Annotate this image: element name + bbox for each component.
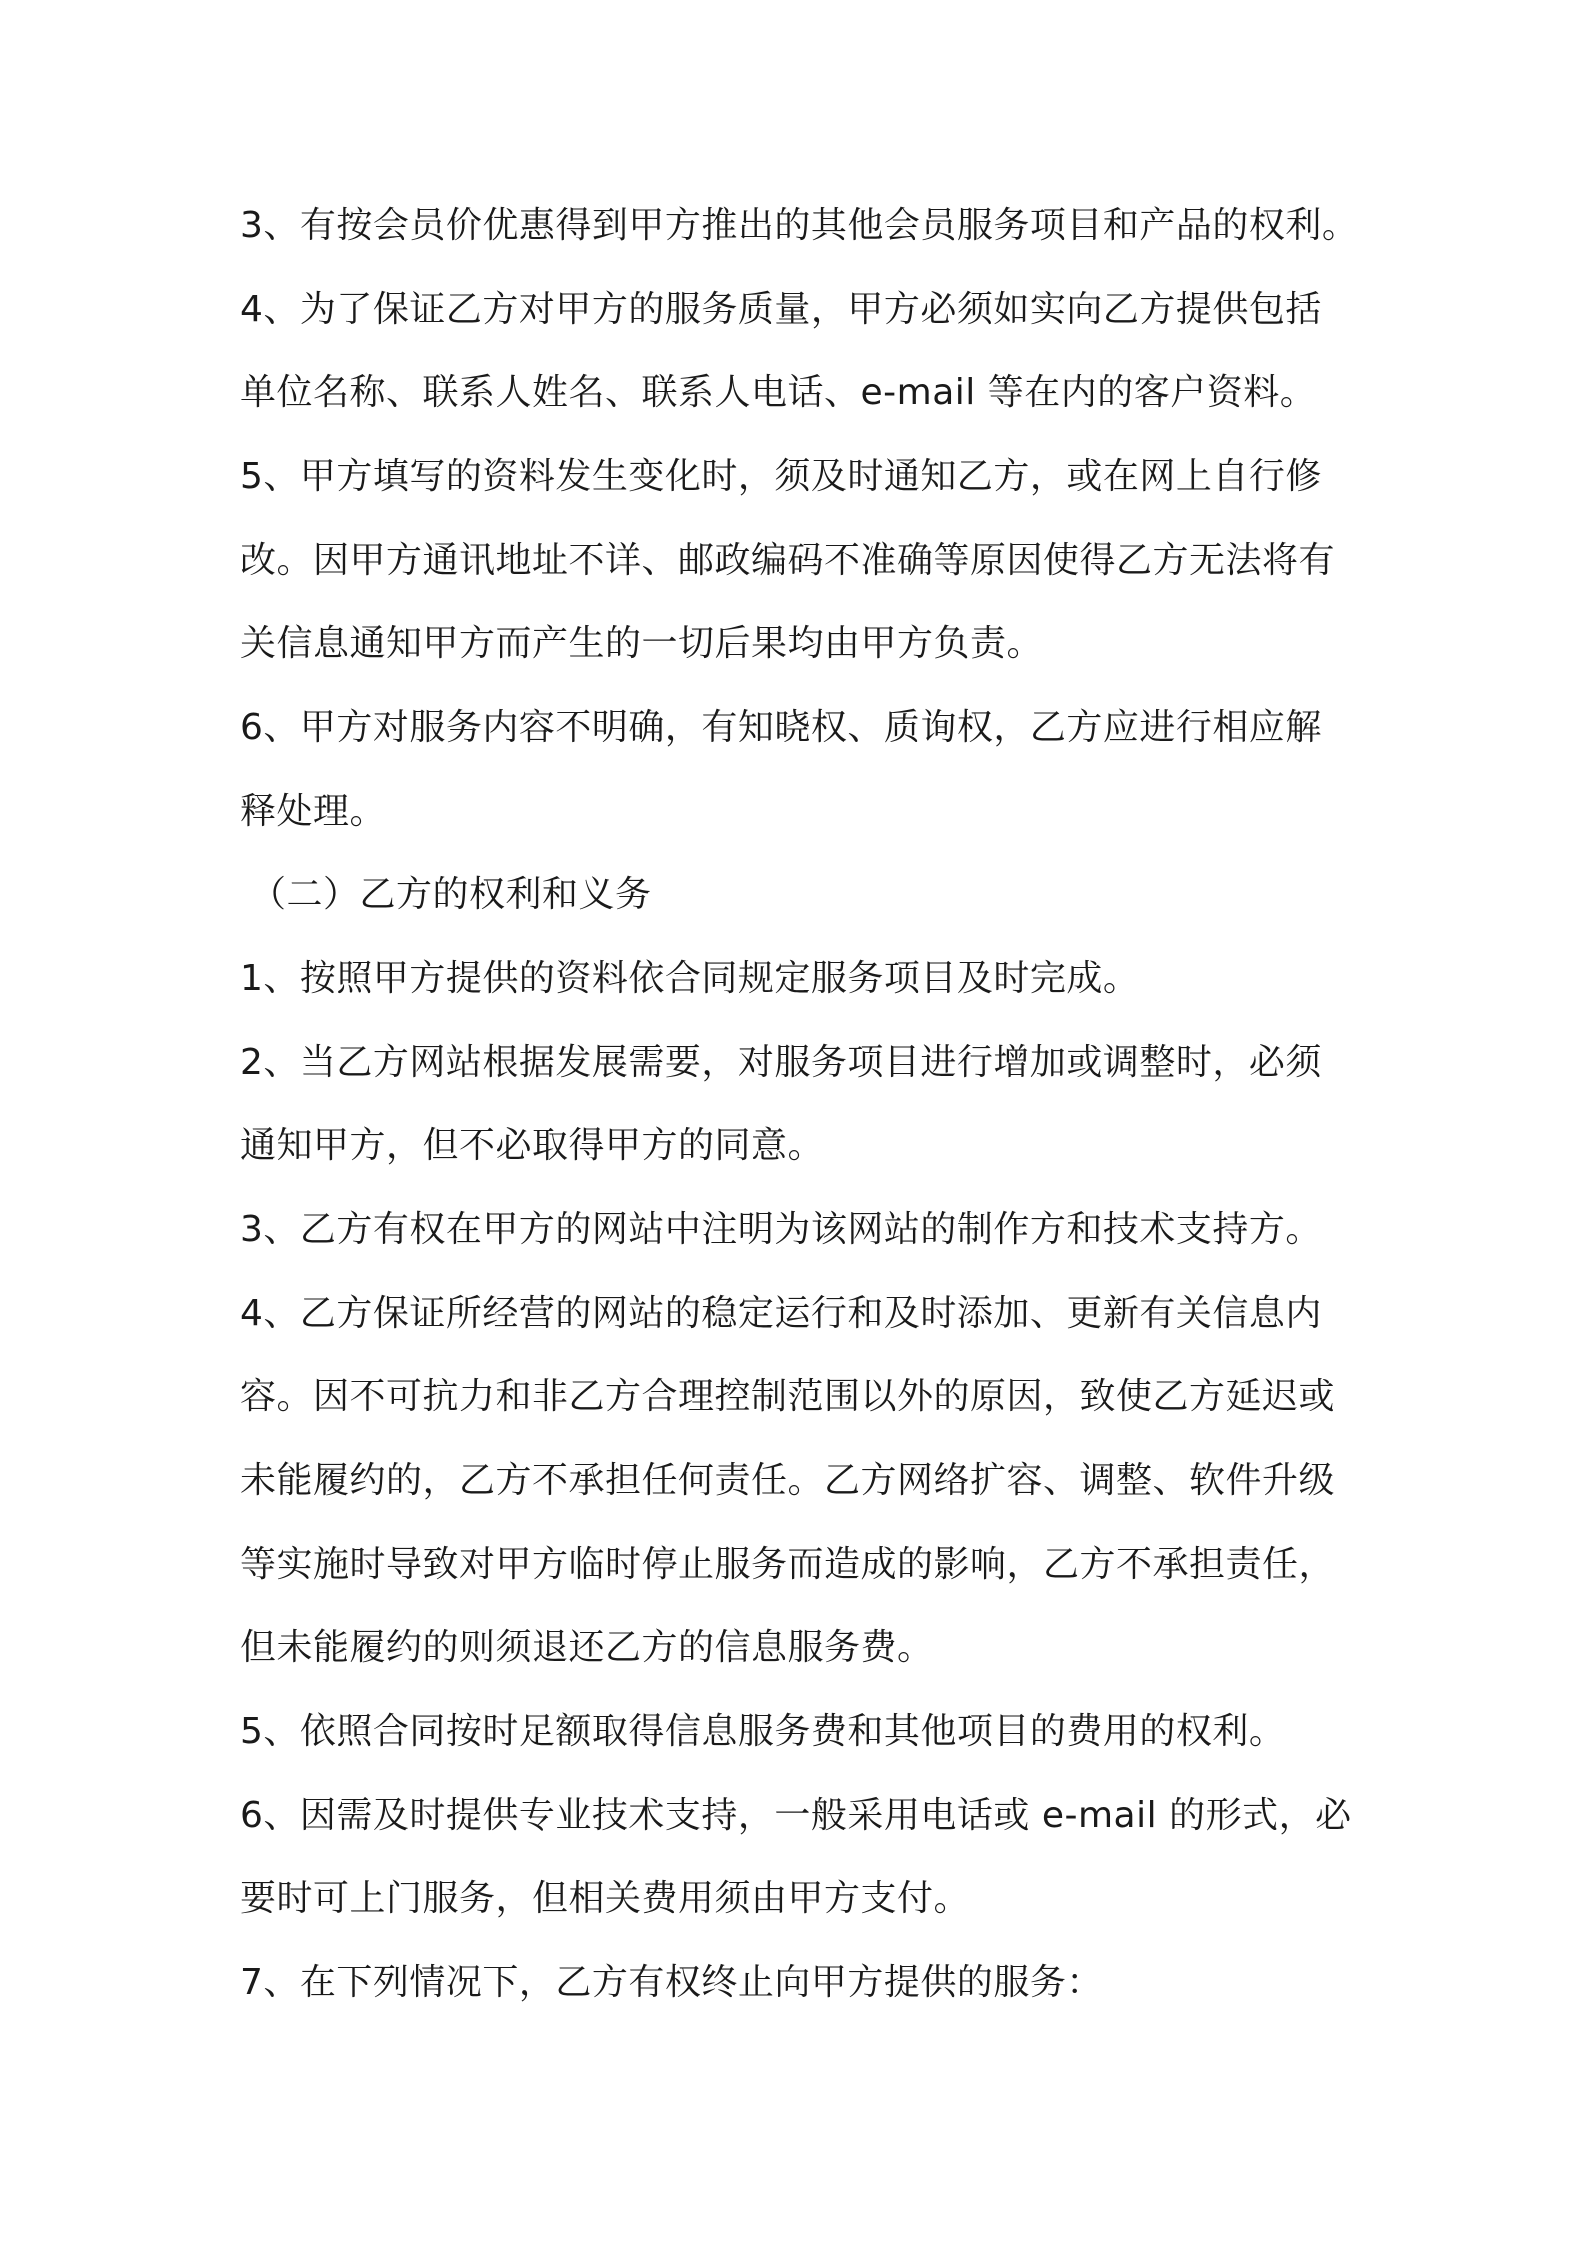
clause-a5-line-2: 改。因甲方通讯地址不详、邮政编码不准确等原因使得乙方无法将有 — [240, 540, 1336, 581]
clause-b4-line-5: 但未能履约的则须退还乙方的信息服务费。 — [240, 1627, 934, 1668]
clause-b4-line-1: 4、乙方保证所经营的网站的稳定运行和及时添加、更新有关信息内 — [240, 1293, 1322, 1334]
clause-b6-line-1: 6、因需及时提供专业技术支持，一般采用电话或 e-mail 的形式，必 — [240, 1795, 1352, 1836]
clause-b5-line-1: 5、依照合同按时足额取得信息服务费和其他项目的费用的权利。 — [240, 1711, 1286, 1752]
clause-b1-line-1: 1、按照甲方提供的资料依合同规定服务项目及时完成。 — [240, 958, 1140, 999]
clause-a4-line-2: 单位名称、联系人姓名、联系人电话、e-mail 等在内的客户资料。 — [240, 372, 1317, 413]
clause-b4-line-2: 容。因不可抗力和非乙方合理控制范围以外的原因，致使乙方延迟或 — [240, 1376, 1336, 1417]
clause-b2-line-2: 通知甲方，但不必取得甲方的同意。 — [240, 1125, 825, 1166]
clause-b7-line-1: 7、在下列情况下，乙方有权终止向甲方提供的服务： — [240, 1962, 1103, 2003]
clause-a5-line-1: 5、甲方填写的资料发生变化时，须及时通知乙方，或在网上自行修 — [240, 456, 1322, 497]
clause-a6-line-1: 6、甲方对服务内容不明确，有知晓权、质询权，乙方应进行相应解 — [240, 707, 1322, 748]
clause-b4-line-3: 未能履约的，乙方不承担任何责任。乙方网络扩容、调整、软件升级 — [240, 1460, 1336, 1501]
clause-a5-line-3: 关信息通知甲方而产生的一切后果均由甲方负责。 — [240, 623, 1044, 664]
clause-b4-line-4: 等实施时导致对甲方临时停止服务而造成的影响，乙方不承担责任， — [240, 1544, 1336, 1585]
clause-b3-line-1: 3、乙方有权在甲方的网站中注明为该网站的制作方和技术支持方。 — [240, 1209, 1322, 1250]
clause-a6-line-2: 释处理。 — [240, 791, 387, 832]
clause-a4-line-1: 4、为了保证乙方对甲方的服务质量，甲方必须如实向乙方提供包括 — [240, 289, 1322, 330]
clause-b6-line-2: 要时可上门服务，但相关费用须由甲方支付。 — [240, 1878, 971, 1919]
clause-a3-line-1: 3、有按会员价优惠得到甲方推出的其他会员服务项目和产品的权利。 — [240, 205, 1359, 246]
clause-b2-line-1: 2、当乙方网站根据发展需要，对服务项目进行增加或调整时，必须 — [240, 1042, 1322, 1083]
section-heading-party-b: （二）乙方的权利和义务 — [250, 874, 652, 915]
